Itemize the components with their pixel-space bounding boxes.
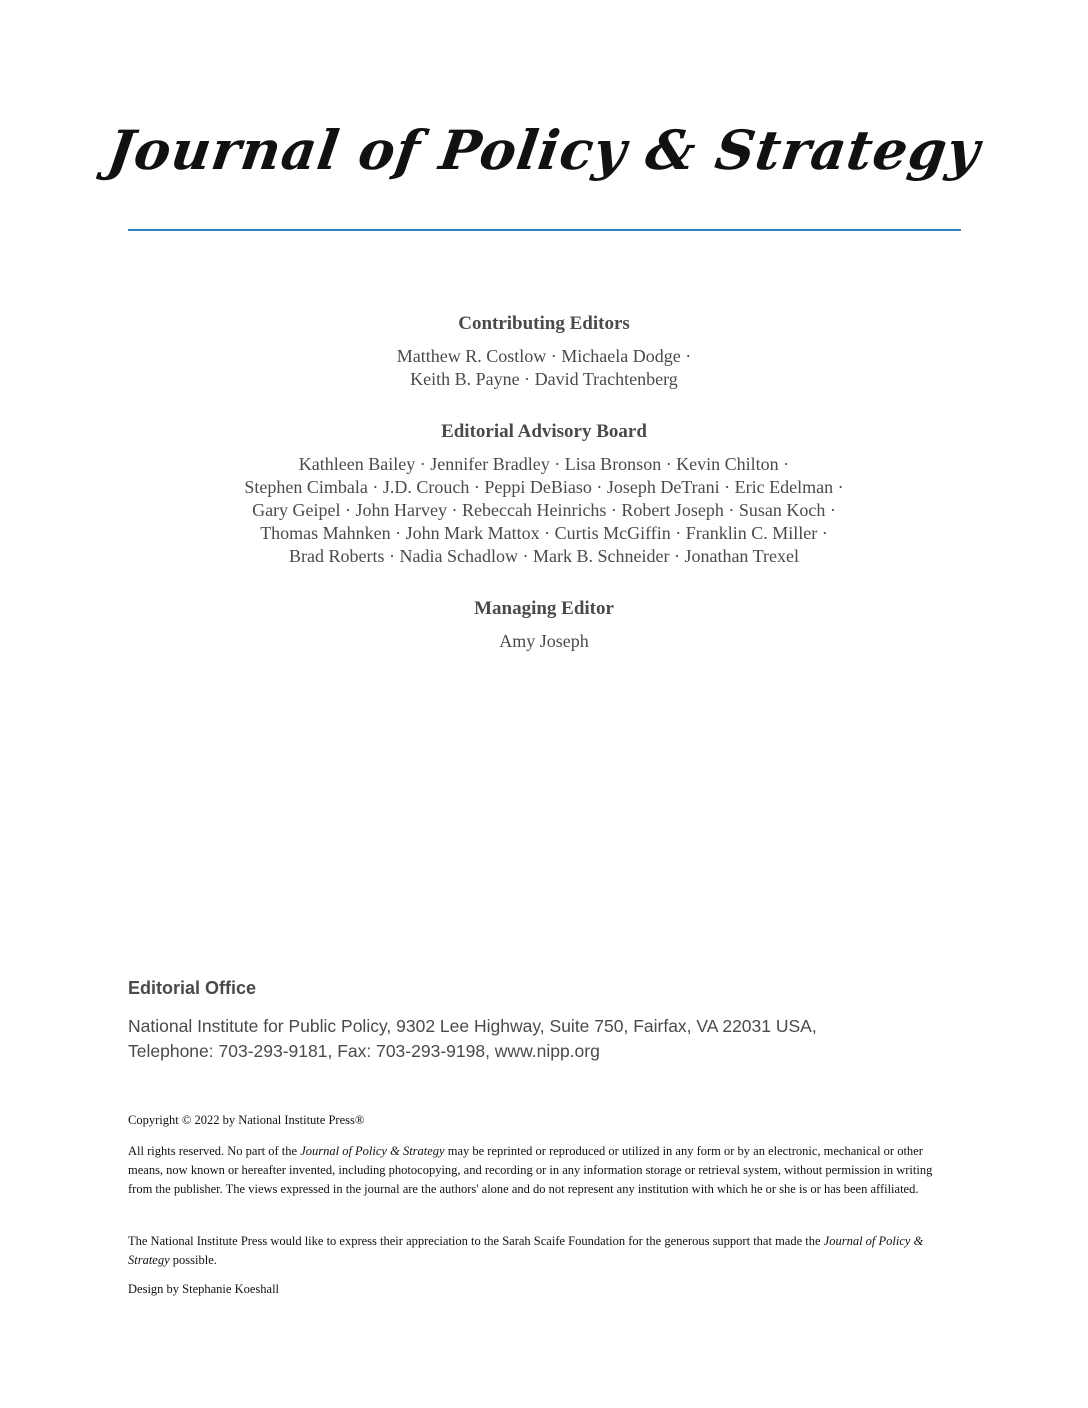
thanks-text-end: possible. bbox=[169, 1253, 217, 1267]
names-line: Matthew R. Costlow · Michaela Dodge · bbox=[396, 346, 692, 366]
title-divider bbox=[128, 229, 961, 231]
managing-editor-section bbox=[0, 598, 1088, 653]
editorial-office-heading: Editorial Office bbox=[128, 978, 257, 998]
journal-title: Journal of Policy & Strategy bbox=[103, 118, 985, 182]
thanks-text-start: The National Institute Press would like to express their appreciation to the Sarah Scaife Foundation for the generous support that made the bbox=[128, 1234, 824, 1248]
advisory-board-names bbox=[0, 453, 1088, 568]
journal-name-italic: Journal of Policy & Strategy bbox=[300, 1144, 445, 1158]
managing-editor-heading: Managing Editor bbox=[474, 598, 614, 619]
names-line: Stephen Cimbala · J.D. Crouch · Peppi DeBiaso · Joseph DeTrani · Eric Edelman · bbox=[244, 477, 844, 497]
names-line: Thomas Mahnken · John Mark Mattox · Curtis McGiffin · Franklin C. Miller · bbox=[260, 523, 828, 543]
contributing-editors-section bbox=[0, 313, 1088, 391]
copyright-notice: Copyright © 2022 by National Institute Press® bbox=[128, 1113, 365, 1127]
advisory-board-heading: Editorial Advisory Board bbox=[441, 421, 647, 442]
managing-editor-name: Amy Joseph bbox=[499, 631, 589, 651]
contributing-editors-heading: Contributing Editors bbox=[458, 313, 630, 334]
rights-notice bbox=[128, 1142, 958, 1199]
rights-text-end: may be reprinted or reproduced or utilized in any form or by an electronic, mechanical or other means, now known or hereafter invented, including photocopying, and recording or in any information storage or retrieval system, without permission in writing from the publisher. The views expressed in the journal are the authors' alone and do not represent any institution with which he or she is or has been affiliated. bbox=[128, 1144, 933, 1196]
address-line: National Institute for Public Policy, 9302 Lee Highway, Suite 750, Fairfax, VA 22031 USA, bbox=[128, 1016, 817, 1036]
design-credit: Design by Stephanie Koeshall bbox=[128, 1282, 280, 1296]
rights-text-start: All rights reserved. No part of the bbox=[128, 1144, 301, 1158]
names-line: Keith B. Payne · David Trachtenberg bbox=[410, 369, 678, 389]
journal-name-italic: Journal of Policy & Strategy bbox=[128, 1234, 924, 1267]
editorial-office-address bbox=[128, 1014, 968, 1064]
contact-line: Telephone: 703-293-9181, Fax: 703-293-9198, www.nipp.org bbox=[128, 1041, 600, 1061]
advisory-board-section bbox=[0, 421, 1088, 568]
acknowledgement-notice bbox=[128, 1232, 958, 1270]
names-line: Kathleen Bailey · Jennifer Bradley · Lisa Bronson · Kevin Chilton · bbox=[298, 454, 790, 474]
names-line: Brad Roberts · Nadia Schadlow · Mark B. Schneider · Jonathan Trexel bbox=[289, 546, 799, 566]
contributing-editors-names bbox=[0, 345, 1088, 391]
names-line: Gary Geipel · John Harvey · Rebeccah Heinrichs · Robert Joseph · Susan Koch · bbox=[252, 500, 836, 520]
